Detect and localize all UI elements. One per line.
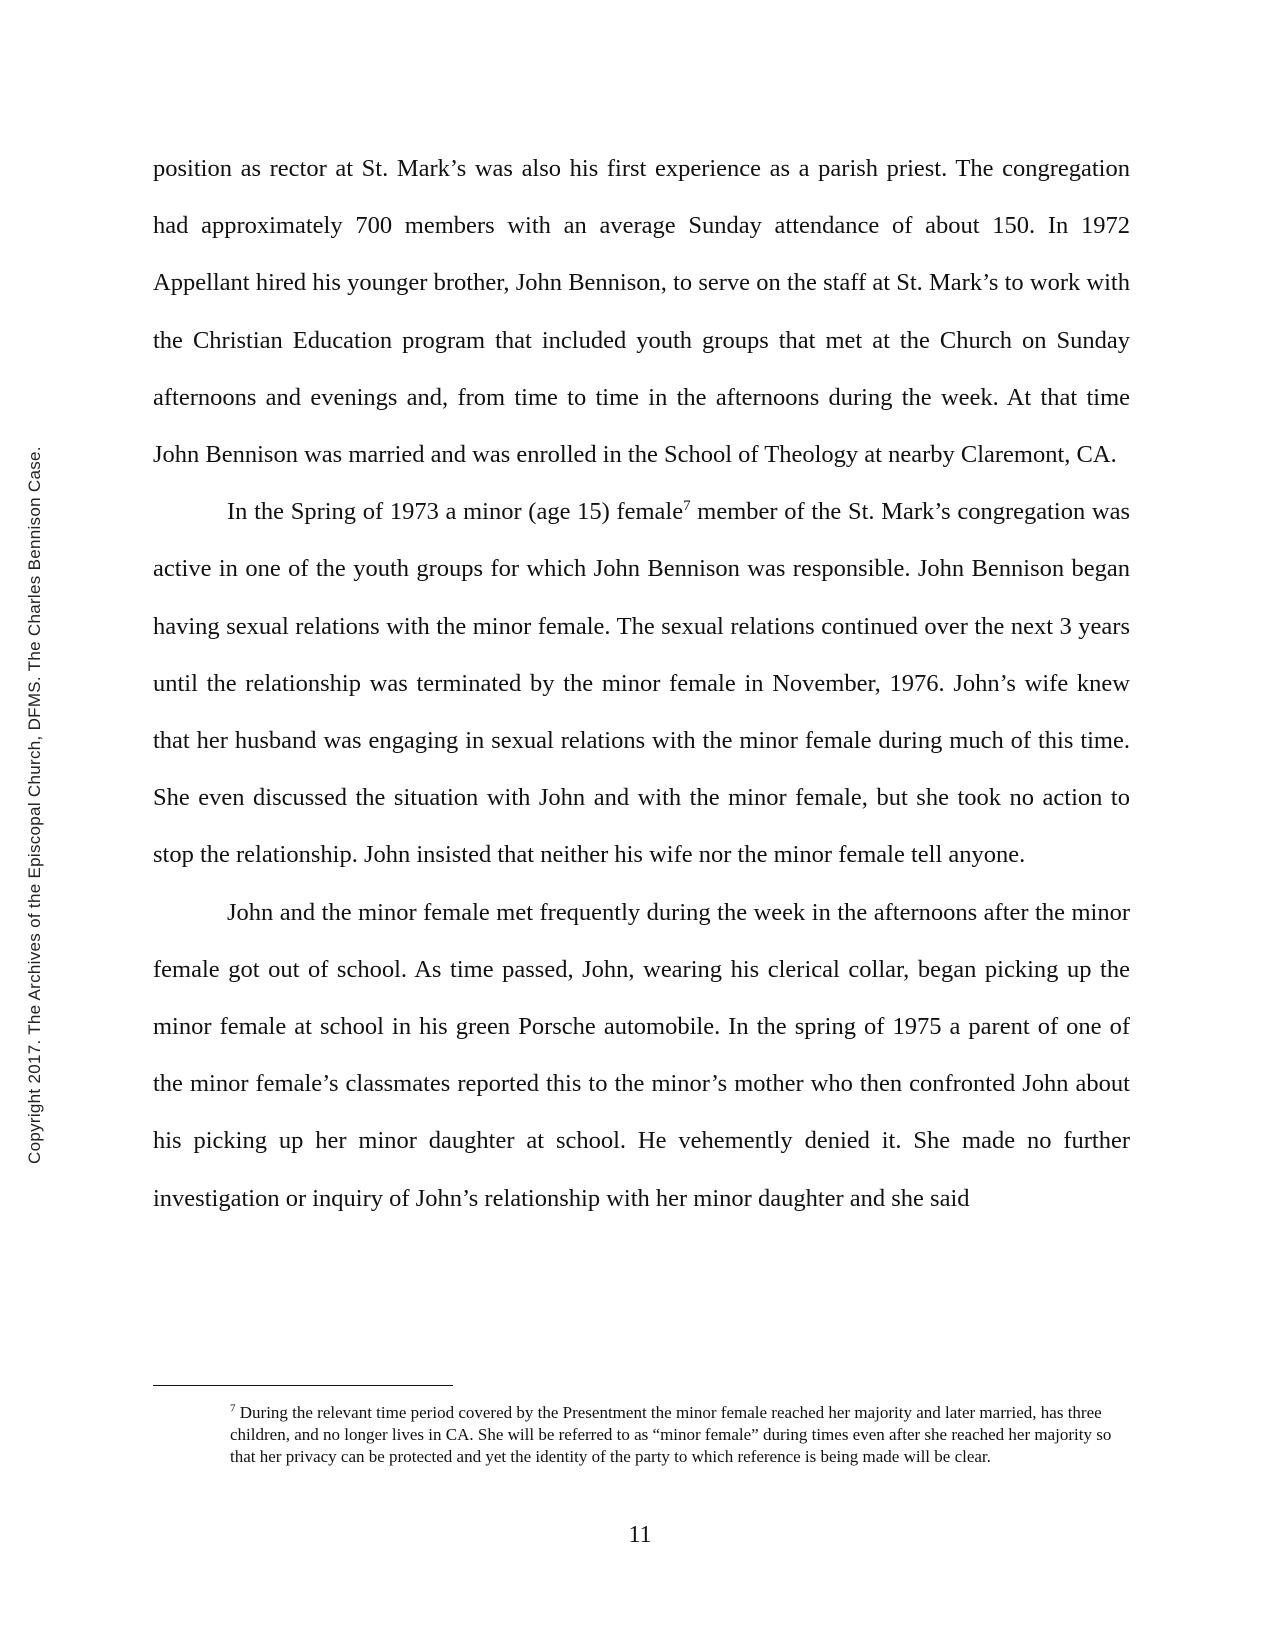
footnote-reference: 7 xyxy=(683,498,691,515)
paragraph-3: John and the minor female met frequently during the week in the afternoons after the minor female got out of school. As time passed, John, wearing his clerical collar, began picking up the minor female at school in his green Porsche automobile. In the spring of 1975 a parent of one of the minor female’s classmates reported this to the minor’s mother who then confronted John about his picking up her minor daughter at school. He vehemently denied it. She made no further investigation or inquiry of John’s relationship with her minor daughter and she said xyxy=(153,898,1130,1212)
paragraph-2-text-start: In the Spring of 1973 a minor (age 15) female xyxy=(227,498,684,526)
paragraph-2 xyxy=(153,483,1130,883)
copyright-notice: Copyright 2017. The Archives of the Episcopal Church, DFMS. The Charles Bennison Case. xyxy=(25,446,44,1164)
footnote xyxy=(230,1402,1122,1468)
footnote-marker: 7 xyxy=(230,1402,236,1415)
body-text xyxy=(153,140,1130,1227)
page-number: 11 xyxy=(628,1522,652,1548)
footnote-text: During the relevant time period covered by the Presentment the minor female reached her majority and later married, has three children, and no longer lives in CA. She will be referred to as “minor female” during times even after she reached her majority so that her privacy can be protected and yet the identity of the party to which reference is being made will be clear. xyxy=(230,1403,1112,1466)
paragraph-1: position as rector at St. Mark’s was also his first experience as a parish priest. The congregation had approximately 700 members with an average Sunday attendance of about 150. In 1972 Appellant hired his younger brother, John Bennison, to serve on the staff at St. Mark’s to work with the Christian Education program that included youth groups that met at the Church on Sunday afternoons and evenings and, from time to time in the afternoons during the week. At that time John Bennison was married and was enrolled in the School of Theology at nearby Claremont, CA. xyxy=(153,155,1130,469)
paragraph-2-text-end: member of the St. Mark’s congregation was active in one of the youth groups for which John Bennison was responsible. John Bennison began having sexual relations with the minor female. The sexual relations continued over the next 3 years until the relationship was terminated by the minor female in November, 1976. John’s wife knew that her husband was engaging in sexual relations with the minor female during much of this time. She even discussed the situation with John and with the minor female, but she took no action to stop the relationship. John insisted that neither his wife nor the minor female tell anyone. xyxy=(153,498,1130,869)
footnote-separator xyxy=(153,1385,453,1386)
